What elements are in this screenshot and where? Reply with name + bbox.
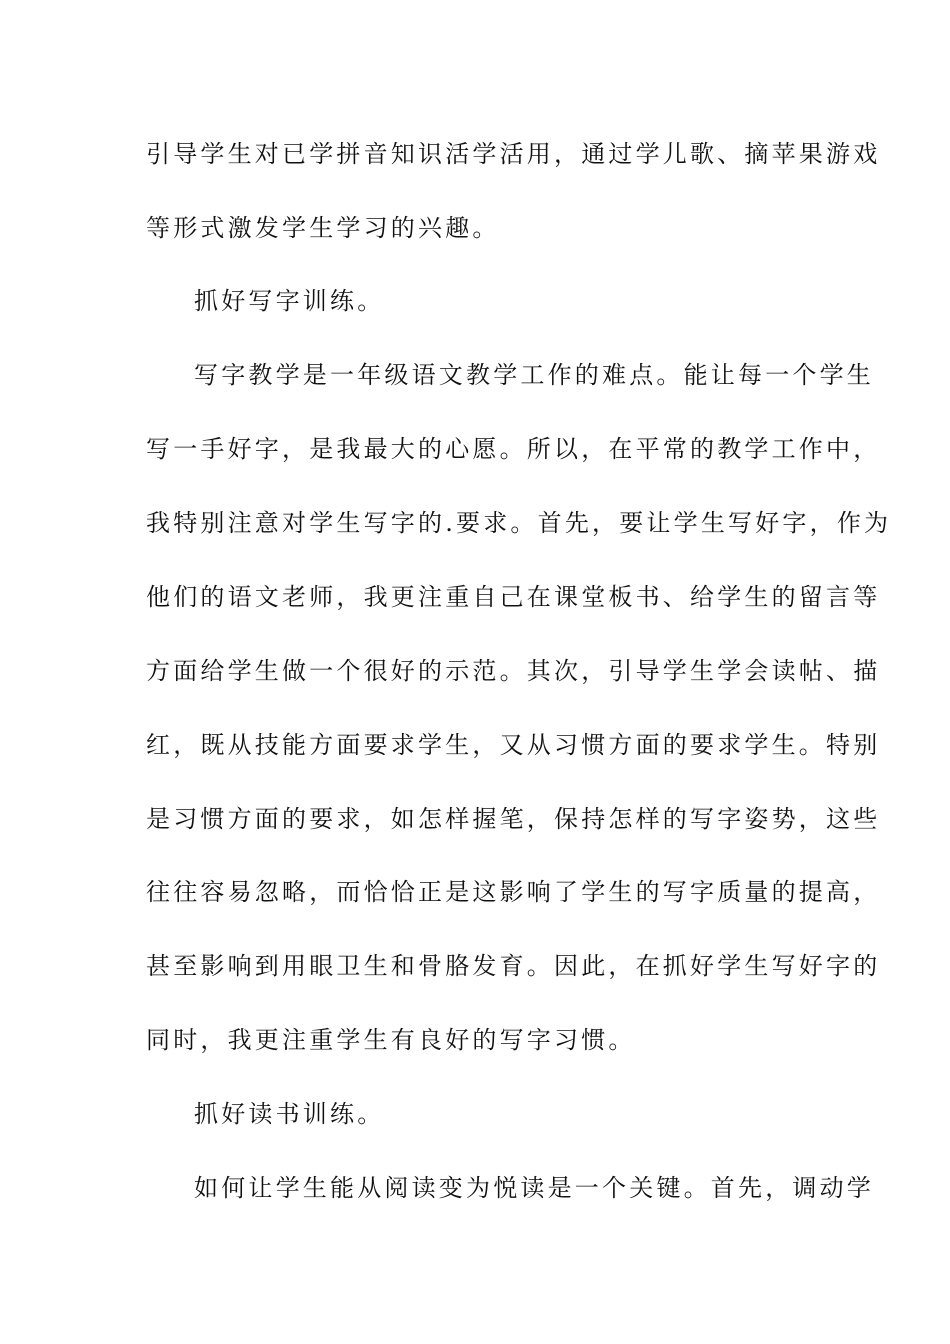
paragraph-line: 是习惯方面的要求，如怎样握笔，保持怎样的写字姿势，这些 [146, 805, 881, 833]
paragraph-line: 往往容易忽略，而恰恰正是这影响了学生的写字质量的提高， [146, 878, 881, 906]
paragraph-line: 等形式激发学生学习的兴趣。 [146, 214, 500, 242]
paragraph-line: 写一手好字，是我最大的心愿。所以，在平常的教学工作中， [146, 435, 881, 463]
paragraph-line: 我特别注意对学生写字的.要求。首先，要让学生写好字，作为 [146, 509, 892, 537]
paragraph-line: 如何让学生能从阅读变为悦读是一个关键。首先，调动学 [194, 1174, 874, 1202]
paragraph-line: 红，既从技能方面要求学生，又从习惯方面的要求学生。特别 [146, 731, 881, 759]
section-heading: 抓好写字训练。 [194, 287, 385, 315]
paragraph-line: 方面给学生做一个很好的示范。其次，引导学生学会读帖、描 [146, 657, 881, 685]
paragraph-line: 写字教学是一年级语文教学工作的难点。能让每一个学生 [194, 361, 874, 389]
paragraph-line: 甚至影响到用眼卫生和骨胳发育。因此，在抓好学生写好字的 [146, 952, 881, 980]
paragraph-line: 同时，我更注重学生有良好的写字习惯。 [146, 1026, 636, 1054]
section-heading: 抓好读书训练。 [194, 1100, 385, 1128]
paragraph-line: 引导学生对已学拼音知识活学活用，通过学儿歌、摘苹果游戏 [146, 140, 881, 168]
paragraph-line: 他们的语文老师，我更注重自己在课堂板书、给学生的留言等 [146, 583, 881, 611]
